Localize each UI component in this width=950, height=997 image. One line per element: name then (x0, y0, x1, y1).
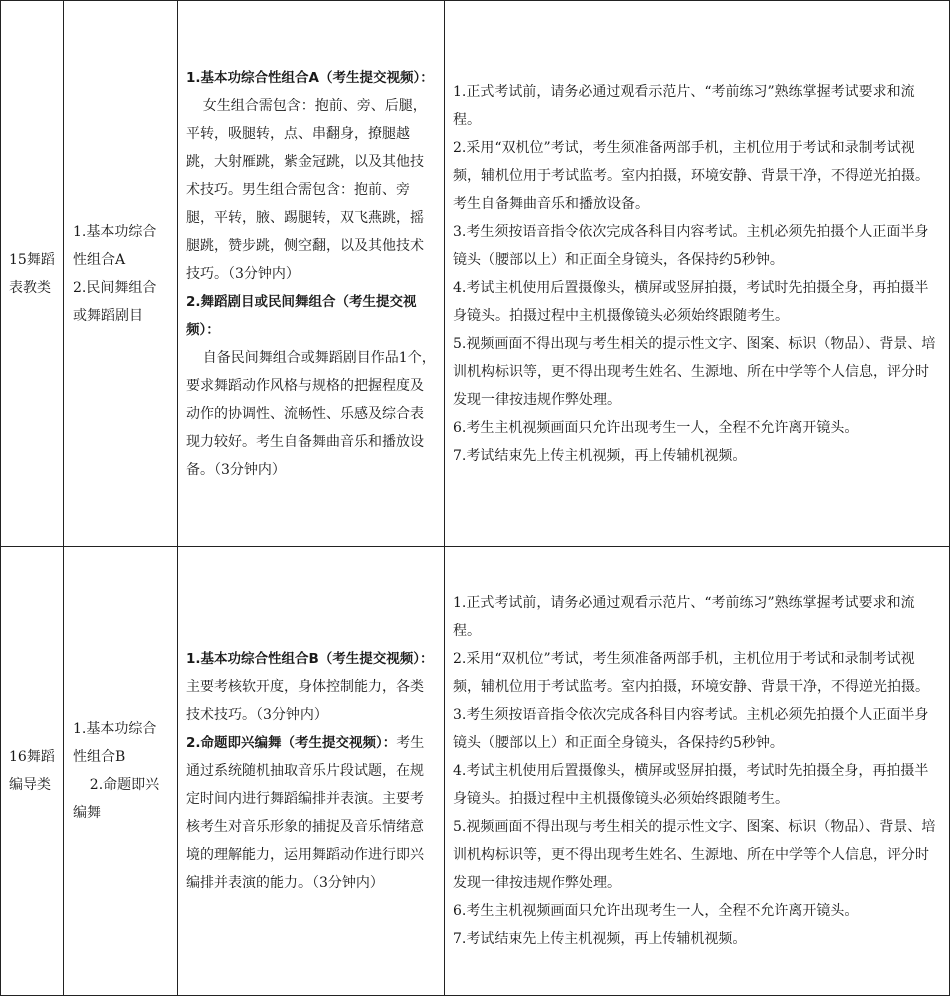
requirement-item: 1.正式考试前，请务必通过观看示范片、“考前练习”熟练掌握考试要求和流程。 (453, 83, 915, 128)
category-label: 15舞蹈表教类 (9, 251, 55, 296)
category-label: 16舞蹈编导类 (9, 749, 55, 793)
content-body: 主要考核软开度，身体控制能力，各类技术技巧。（3分钟内） (186, 679, 424, 723)
requirement-item: 7.考试结束先上传主机视频，再上传辅机视频。 (453, 931, 747, 947)
category-cell (1, 1, 64, 547)
requirement-item: 4.考试主机使用后置摄像头，横屏或竖屏拍摄，考试时先拍摄全身，再拍摄半身镜头。拍摄过程中主机摄像镜头必须始终跟随考生。 (453, 763, 929, 807)
category-cell (1, 547, 64, 996)
content-block (186, 729, 436, 897)
table-row (1, 547, 950, 996)
content-cell (178, 547, 445, 996)
requirements-cell (445, 547, 950, 996)
requirement-item: 2.采用“双机位”考试，考生须准备两部手机，主机位用于考试和录制考试视频，辅机位用于考试监考。室内拍摄，环境安静、背景干净，不得逆光拍摄。考生自备舞曲音乐和播放设备。 (453, 139, 929, 212)
requirement-item: 5.视频画面不得出现与考生相关的提示性文字、图案、标识（物品）、背景、培训机构标识等，更不得出现考生姓名、生源地、所在中学等个人信息，评分时发现一律按违规作弊处理。 (453, 819, 936, 891)
requirement-item: 5.视频画面不得出现与考生相关的提示性文字、图案、标识（物品）、背景、培训机构标识等，更不得出现考生姓名、生源地、所在中学等个人信息，评分时发现一律按违规作弊处理。 (453, 335, 936, 408)
subject-item: 1.基本功综合性组合A (73, 223, 157, 268)
subjects-cell (64, 547, 178, 996)
subject-item: 2.民间舞组合或舞蹈剧目 (73, 279, 157, 324)
subjects-cell (64, 1, 178, 547)
content-block (186, 645, 436, 729)
requirement-item: 2.采用“双机位”考试，考生须准备两部手机，主机位用于考试和录制考试视频，辅机位用于考试监考。室内拍摄，环境安静、背景干净，不得逆光拍摄。 (453, 651, 929, 695)
subject-item: 2.命题即兴编舞 (73, 777, 160, 821)
content-heading: 1.基本功综合性组合A（考生提交视频）： (186, 69, 434, 86)
content-body: 自备民间舞组合或舞蹈剧目作品1个，要求舞蹈动作风格与规格的把握程度及动作的协调性、流畅性、乐感及综合表现力较好。考生自备舞曲音乐和播放设备。（3分钟内） (186, 349, 436, 478)
requirement-item: 6.考生主机视频画面只允许出现考生一人，全程不允许离开镜头。 (453, 419, 859, 436)
requirement-item: 3.考生须按语音指令依次完成各科目内容考试。主机必须先拍摄个人正面半身镜头（腰部以上）和正面全身镜头，各保持约5秒钟。 (453, 707, 929, 751)
content-cell (178, 1, 445, 547)
content-body: 考生通过系统随机抽取音乐片段试题，在规定时间内进行舞蹈编排并表演。主要考核考生对音乐形象的捕捉及音乐情绪意境的理解能力，运用舞蹈动作进行即兴编排并表演的能力。（3分钟内） (186, 735, 425, 891)
requirements-cell (445, 1, 950, 547)
requirement-item: 3.考生须按语音指令依次完成各科目内容考试。主机必须先拍摄个人正面半身镜头（腰部以上）和正面全身镜头，各保持约5秒钟。 (453, 223, 929, 268)
subject-item: 1.基本功综合性组合B (73, 721, 157, 765)
requirement-item: 1.正式考试前，请务必通过观看示范片、“考前练习”熟练掌握考试要求和流程。 (453, 595, 915, 639)
table-row (1, 1, 950, 547)
content-heading: 2.命题即兴编舞（考生提交视频）： (186, 735, 397, 751)
requirement-item: 6.考生主机视频画面只允许出现考生一人，全程不允许离开镜头。 (453, 903, 859, 919)
content-heading: 1.基本功综合性组合B（考生提交视频）： (186, 651, 434, 667)
requirement-item: 4.考试主机使用后置摄像头，横屏或竖屏拍摄，考试时先拍摄全身，再拍摄半身镜头。拍摄过程中主机摄像镜头必须始终跟随考生。 (453, 279, 929, 324)
content-heading: 2.舞蹈剧目或民间舞组合（考生提交视频）： (186, 293, 417, 338)
requirement-item: 7.考试结束先上传主机视频，再上传辅机视频。 (453, 447, 747, 464)
content-body: 女生组合需包含：抱前、旁、后腿，平转，吸腿转，点、串翻身，撩腿越跳，大射雁跳，紫金冠跳，以及其他技术技巧。男生组合需包含：抱前、旁腿，平转，腋、踢腿转，双飞燕跳，摇腿跳，赞步跳，侧空翻，以及其他技术技巧。（3分钟内） (186, 97, 427, 282)
